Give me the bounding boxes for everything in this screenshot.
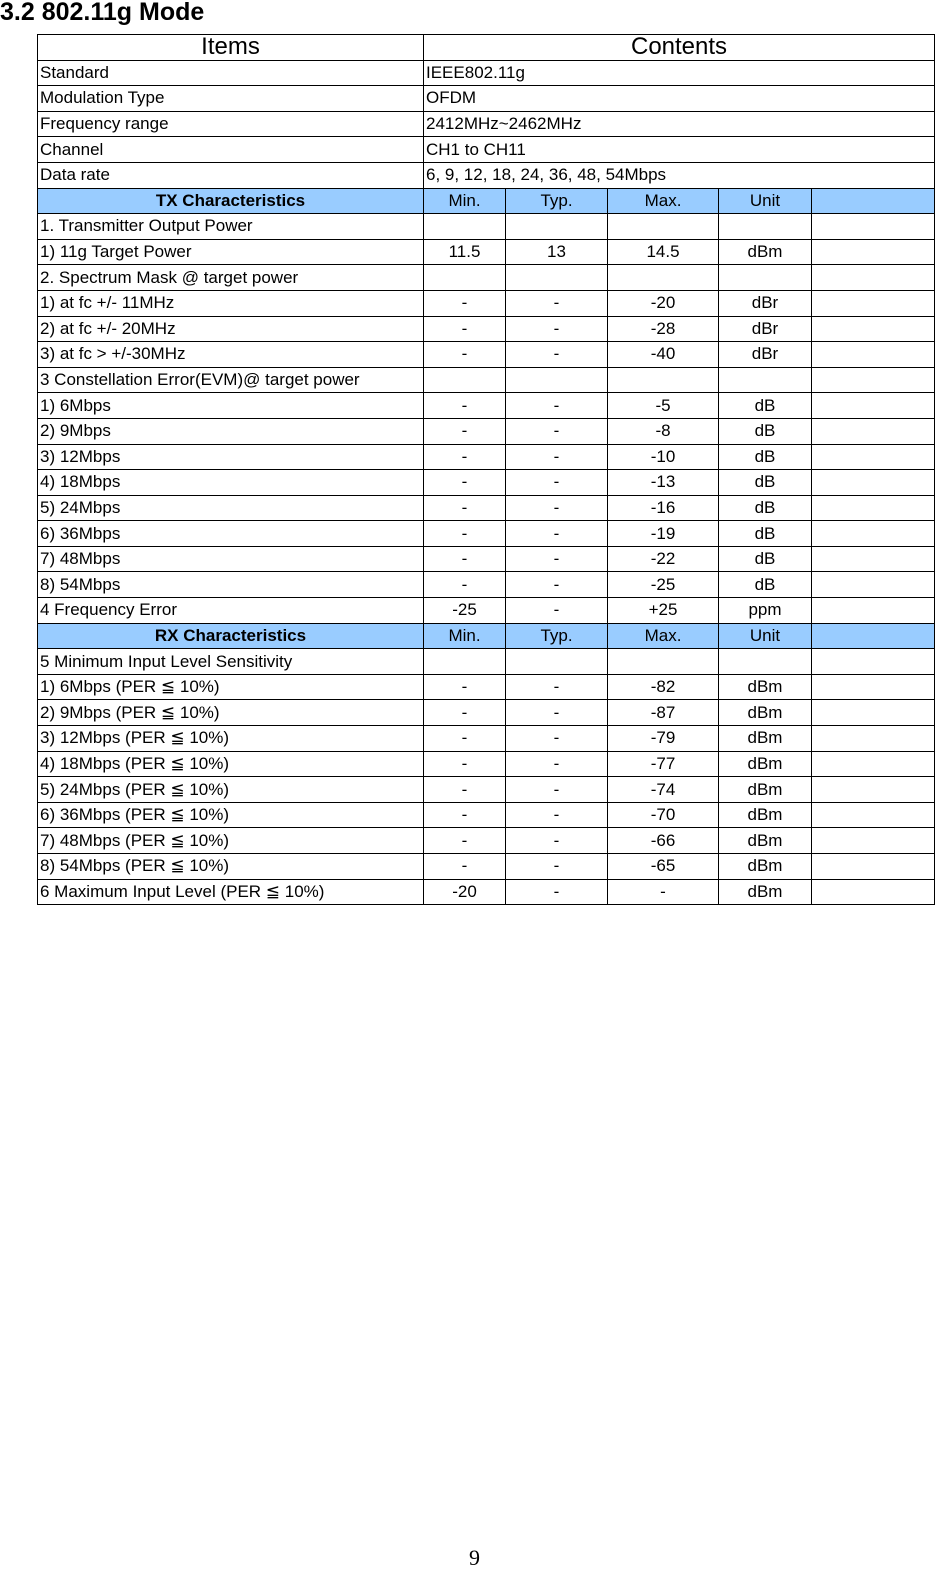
typ-cell: - [506, 700, 608, 726]
unit-cell: dB [719, 546, 812, 572]
min-cell: - [424, 572, 506, 598]
unit-cell: dBm [719, 239, 812, 265]
max-cell: - [608, 879, 719, 905]
typ-header: Typ. [506, 623, 608, 649]
max-cell: -20 [608, 290, 719, 316]
max-cell: -87 [608, 700, 719, 726]
blank-cell [812, 598, 935, 624]
unit-cell: dB [719, 495, 812, 521]
item-cell: 1) 6Mbps (PER ≦ 10%) [38, 674, 424, 700]
table-row [38, 649, 935, 675]
table-row [38, 700, 935, 726]
blank-cell [812, 521, 935, 547]
item-cell: 1) 11g Target Power [38, 239, 424, 265]
item-cell: 2) 9Mbps (PER ≦ 10%) [38, 700, 424, 726]
blank-cell [812, 726, 935, 752]
min-cell [424, 214, 506, 240]
info-value: OFDM [424, 86, 935, 112]
typ-cell: - [506, 521, 608, 547]
typ-cell: - [506, 598, 608, 624]
unit-cell: dB [719, 393, 812, 419]
unit-cell: dBm [719, 828, 812, 854]
table-row [38, 470, 935, 496]
blank-header-cell [812, 623, 935, 649]
unit-cell: dB [719, 418, 812, 444]
table-row [38, 598, 935, 624]
blank-cell [812, 470, 935, 496]
unit-cell: dBm [719, 777, 812, 803]
max-cell [608, 265, 719, 291]
max-cell: -10 [608, 444, 719, 470]
typ-cell [506, 649, 608, 675]
table-header-row [38, 35, 935, 61]
min-cell: - [424, 393, 506, 419]
table-row [38, 879, 935, 905]
blank-cell [812, 879, 935, 905]
item-cell: 7) 48Mbps (PER ≦ 10%) [38, 828, 424, 854]
min-cell: - [424, 470, 506, 496]
table-row [38, 726, 935, 752]
info-value: 6, 9, 12, 18, 24, 36, 48, 54Mbps [424, 162, 935, 188]
min-cell: - [424, 777, 506, 803]
table-row [38, 214, 935, 240]
max-cell: -22 [608, 546, 719, 572]
min-cell: - [424, 342, 506, 368]
blank-cell [812, 649, 935, 675]
blank-header-cell [812, 188, 935, 214]
item-cell: 6 Maximum Input Level (PER ≦ 10%) [38, 879, 424, 905]
section-title: 3.2 802.11g Mode [0, 0, 205, 26]
info-row [38, 60, 935, 86]
item-cell: 4) 18Mbps (PER ≦ 10%) [38, 751, 424, 777]
typ-cell: - [506, 751, 608, 777]
item-cell: 3) 12Mbps (PER ≦ 10%) [38, 726, 424, 752]
tx-section-title: TX Characteristics [38, 188, 424, 214]
unit-cell [719, 265, 812, 291]
unit-cell: dBm [719, 726, 812, 752]
blank-cell [812, 828, 935, 854]
max-cell: -19 [608, 521, 719, 547]
table-row [38, 777, 935, 803]
min-cell: 11.5 [424, 239, 506, 265]
item-cell: 2) 9Mbps [38, 418, 424, 444]
blank-cell [812, 444, 935, 470]
table-row [38, 854, 935, 880]
item-cell: 4 Frequency Error [38, 598, 424, 624]
max-cell: -79 [608, 726, 719, 752]
table-row [38, 751, 935, 777]
min-cell: - [424, 726, 506, 752]
info-row [38, 137, 935, 163]
max-cell: -74 [608, 777, 719, 803]
max-cell: -65 [608, 854, 719, 880]
min-cell [424, 367, 506, 393]
typ-cell [506, 367, 608, 393]
table-row [38, 418, 935, 444]
unit-cell: ppm [719, 598, 812, 624]
unit-cell: dBm [719, 674, 812, 700]
typ-cell: - [506, 828, 608, 854]
item-cell: 5) 24Mbps [38, 495, 424, 521]
unit-header: Unit [719, 188, 812, 214]
blank-cell [812, 290, 935, 316]
min-cell: -25 [424, 598, 506, 624]
typ-cell: - [506, 726, 608, 752]
min-cell: - [424, 828, 506, 854]
info-label: Modulation Type [38, 86, 424, 112]
table-row [38, 290, 935, 316]
max-cell: -77 [608, 751, 719, 777]
item-cell: 5) 24Mbps (PER ≦ 10%) [38, 777, 424, 803]
blank-cell [812, 239, 935, 265]
blank-cell [812, 342, 935, 368]
table-row [38, 265, 935, 291]
item-cell: 1) at fc +/- 11MHz [38, 290, 424, 316]
table-row [38, 239, 935, 265]
min-cell: - [424, 495, 506, 521]
rx-section-title: RX Characteristics [38, 623, 424, 649]
spec-table [37, 34, 935, 905]
unit-cell: dBm [719, 879, 812, 905]
table-row [38, 674, 935, 700]
typ-cell: - [506, 316, 608, 342]
unit-cell: dBr [719, 342, 812, 368]
min-cell: - [424, 521, 506, 547]
unit-cell [719, 649, 812, 675]
unit-cell: dB [719, 572, 812, 598]
typ-cell: - [506, 546, 608, 572]
max-cell [608, 649, 719, 675]
min-cell: -20 [424, 879, 506, 905]
page-number: 9 [469, 1545, 480, 1570]
max-cell [608, 367, 719, 393]
info-row [38, 111, 935, 137]
min-header: Min. [424, 188, 506, 214]
item-cell: 6) 36Mbps (PER ≦ 10%) [38, 802, 424, 828]
blank-cell [812, 854, 935, 880]
table-row [38, 802, 935, 828]
min-cell [424, 649, 506, 675]
unit-cell: dBm [719, 700, 812, 726]
table-row [38, 444, 935, 470]
typ-cell: 13 [506, 239, 608, 265]
blank-cell [812, 700, 935, 726]
min-cell: - [424, 316, 506, 342]
info-value: IEEE802.11g [424, 60, 935, 86]
unit-cell: dBm [719, 751, 812, 777]
blank-cell [812, 214, 935, 240]
max-cell: -82 [608, 674, 719, 700]
min-cell: - [424, 700, 506, 726]
typ-cell: - [506, 854, 608, 880]
typ-header: Typ. [506, 188, 608, 214]
blank-cell [812, 393, 935, 419]
typ-cell: - [506, 290, 608, 316]
max-cell: -16 [608, 495, 719, 521]
items-header: Items [38, 35, 424, 61]
typ-cell [506, 214, 608, 240]
typ-cell: - [506, 572, 608, 598]
blank-cell [812, 367, 935, 393]
table-row [38, 367, 935, 393]
min-cell: - [424, 674, 506, 700]
item-cell: 4) 18Mbps [38, 470, 424, 496]
blank-cell [812, 674, 935, 700]
typ-cell: - [506, 495, 608, 521]
info-label: Channel [38, 137, 424, 163]
item-cell: 7) 48Mbps [38, 546, 424, 572]
blank-cell [812, 777, 935, 803]
max-cell [608, 214, 719, 240]
table-row [38, 828, 935, 854]
table-row [38, 572, 935, 598]
info-label: Data rate [38, 162, 424, 188]
table-row [38, 495, 935, 521]
min-cell: - [424, 444, 506, 470]
max-header: Max. [608, 188, 719, 214]
blank-cell [812, 751, 935, 777]
unit-cell: dB [719, 444, 812, 470]
table-row [38, 342, 935, 368]
blank-cell [812, 495, 935, 521]
max-cell: -66 [608, 828, 719, 854]
min-cell: - [424, 418, 506, 444]
info-value: 2412MHz~2462MHz [424, 111, 935, 137]
min-cell: - [424, 854, 506, 880]
blank-cell [812, 572, 935, 598]
table-row [38, 316, 935, 342]
typ-cell: - [506, 674, 608, 700]
item-cell: 3 Constellation Error(EVM)@ target power [38, 367, 424, 393]
max-cell: +25 [608, 598, 719, 624]
max-cell: -8 [608, 418, 719, 444]
table-row [38, 546, 935, 572]
min-cell: - [424, 802, 506, 828]
typ-cell: - [506, 393, 608, 419]
unit-cell [719, 367, 812, 393]
min-header: Min. [424, 623, 506, 649]
item-cell: 1. Transmitter Output Power [38, 214, 424, 240]
unit-cell: dB [719, 521, 812, 547]
typ-cell: - [506, 879, 608, 905]
min-cell: - [424, 290, 506, 316]
blank-cell [812, 418, 935, 444]
typ-cell [506, 265, 608, 291]
table-row [38, 521, 935, 547]
contents-header: Contents [424, 35, 935, 61]
info-row [38, 162, 935, 188]
typ-cell: - [506, 470, 608, 496]
min-cell [424, 265, 506, 291]
max-header: Max. [608, 623, 719, 649]
blank-cell [812, 265, 935, 291]
blank-cell [812, 802, 935, 828]
item-cell: 6) 36Mbps [38, 521, 424, 547]
blank-cell [812, 546, 935, 572]
unit-cell: dBm [719, 802, 812, 828]
typ-cell: - [506, 444, 608, 470]
item-cell: 3) at fc > +/-30MHz [38, 342, 424, 368]
max-cell: 14.5 [608, 239, 719, 265]
blank-cell [812, 316, 935, 342]
rx-header-row [38, 623, 935, 649]
typ-cell: - [506, 802, 608, 828]
info-label: Standard [38, 60, 424, 86]
min-cell: - [424, 546, 506, 572]
unit-cell: dBm [719, 854, 812, 880]
item-cell: 1) 6Mbps [38, 393, 424, 419]
typ-cell: - [506, 342, 608, 368]
item-cell: 2. Spectrum Mask @ target power [38, 265, 424, 291]
item-cell: 8) 54Mbps (PER ≦ 10%) [38, 854, 424, 880]
unit-cell: dBr [719, 290, 812, 316]
item-cell: 5 Minimum Input Level Sensitivity [38, 649, 424, 675]
unit-cell: dBr [719, 316, 812, 342]
min-cell: - [424, 751, 506, 777]
item-cell: 8) 54Mbps [38, 572, 424, 598]
max-cell: -25 [608, 572, 719, 598]
info-row [38, 86, 935, 112]
unit-cell [719, 214, 812, 240]
max-cell: -28 [608, 316, 719, 342]
unit-cell: dB [719, 470, 812, 496]
table-row [38, 393, 935, 419]
typ-cell: - [506, 777, 608, 803]
max-cell: -13 [608, 470, 719, 496]
item-cell: 3) 12Mbps [38, 444, 424, 470]
info-value: CH1 to CH11 [424, 137, 935, 163]
info-label: Frequency range [38, 111, 424, 137]
typ-cell: - [506, 418, 608, 444]
max-cell: -5 [608, 393, 719, 419]
unit-header: Unit [719, 623, 812, 649]
max-cell: -40 [608, 342, 719, 368]
tx-header-row [38, 188, 935, 214]
max-cell: -70 [608, 802, 719, 828]
item-cell: 2) at fc +/- 20MHz [38, 316, 424, 342]
